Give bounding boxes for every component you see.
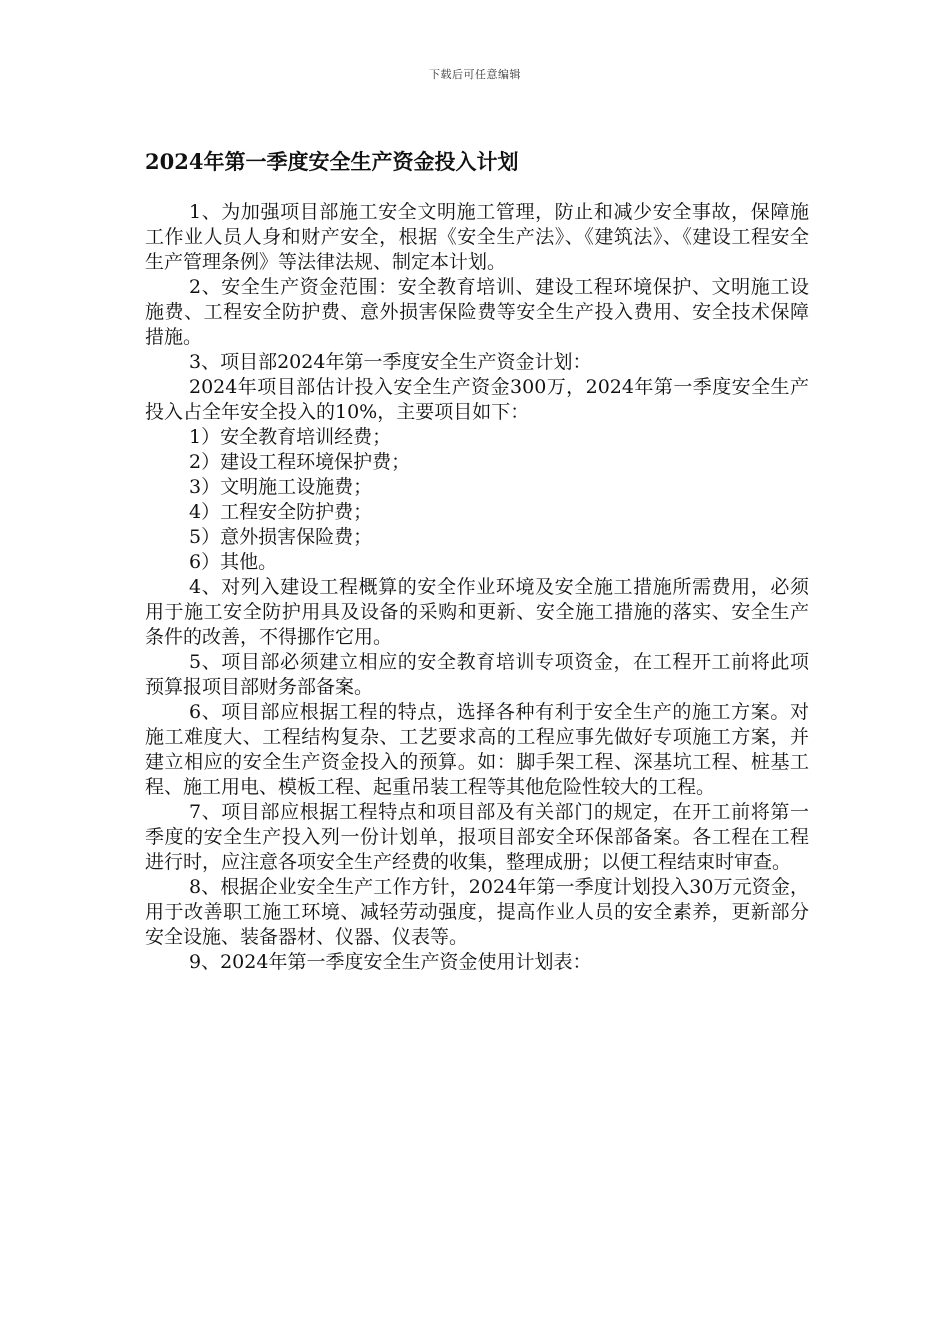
list-item: 4）工程安全防护费； xyxy=(189,501,373,523)
paragraph: 4、对列入建设工程概算的安全作业环境及安全施工措施所需费用，必须用于施工安全防护用具及设备的采购和更新、安全施工措施的落实、安全生产条件的改善，不得挪作它用。 xyxy=(145,576,809,648)
paragraph: 9、2024年第一季度安全生产资金使用计划表： xyxy=(189,951,592,973)
paragraph: 2024年项目部估计投入安全生产资金300万，2024年第一季度安全生产投入占全年安全投入的10%，主要项目如下： xyxy=(145,376,809,423)
paragraph: 6、项目部应根据工程的特点，选择各种有利于安全生产的施工方案。对施工难度大、工程结构复杂、工艺要求高的工程应事先做好专项施工方案，并建立相应的安全生产资金投入的预算。如：脚手架工程、深基坑工程、桩基工程、施工用电、模板工程、起重吊装工程等其他危险性较大的工程。 xyxy=(145,701,809,798)
list-item: 3）文明施工设施费； xyxy=(189,476,373,498)
list-item: 2）建设工程环境保护费； xyxy=(189,451,411,473)
paragraph: 3、项目部2024年第一季度安全生产资金计划： xyxy=(189,351,592,373)
paragraph: 7、项目部应根据工程特点和项目部及有关部门的规定，在开工前将第一季度的安全生产投入列一份计划单，报项目部安全环保部备案。各工程在工程进行时，应注意各项安全生产经费的收集，整理成册；以便工程结束时审查。 xyxy=(145,801,809,873)
page-header: 下载后可任意编辑 xyxy=(429,68,521,81)
paragraph: 2、安全生产资金范围：安全教育培训、建设工程环境保护、文明施工设施费、工程安全防护费、意外损害保险费等安全生产投入费用、安全技术保障措施。 xyxy=(145,276,809,348)
document-title: 2024年第一季度安全生产资金投入计划 xyxy=(145,149,519,174)
paragraph: 1、为加强项目部施工安全文明施工管理，防止和减少安全事故，保障施工作业人员人身和财产安全，根据《安全生产法》、《建筑法》、《建设工程安全生产管理条例》等法律法规、制定本计划。 xyxy=(145,201,809,273)
list-item: 6）其他。 xyxy=(189,551,278,573)
paragraph: 8、根据企业安全生产工作方针，2024年第一季度计划投入30万元资金，用于改善职工施工环境、减轻劳动强度，提高作业人员的安全素养，更新部分安全设施、装备器材、仪器、仪表等。 xyxy=(145,876,809,948)
list-item: 1）安全教育培训经费； xyxy=(189,426,392,448)
list-item: 5）意外损害保险费； xyxy=(189,526,373,548)
paragraph: 5、项目部必须建立相应的安全教育培训专项资金，在工程开工前将此项预算报项目部财务部备案。 xyxy=(145,651,809,698)
document-body xyxy=(145,200,809,975)
